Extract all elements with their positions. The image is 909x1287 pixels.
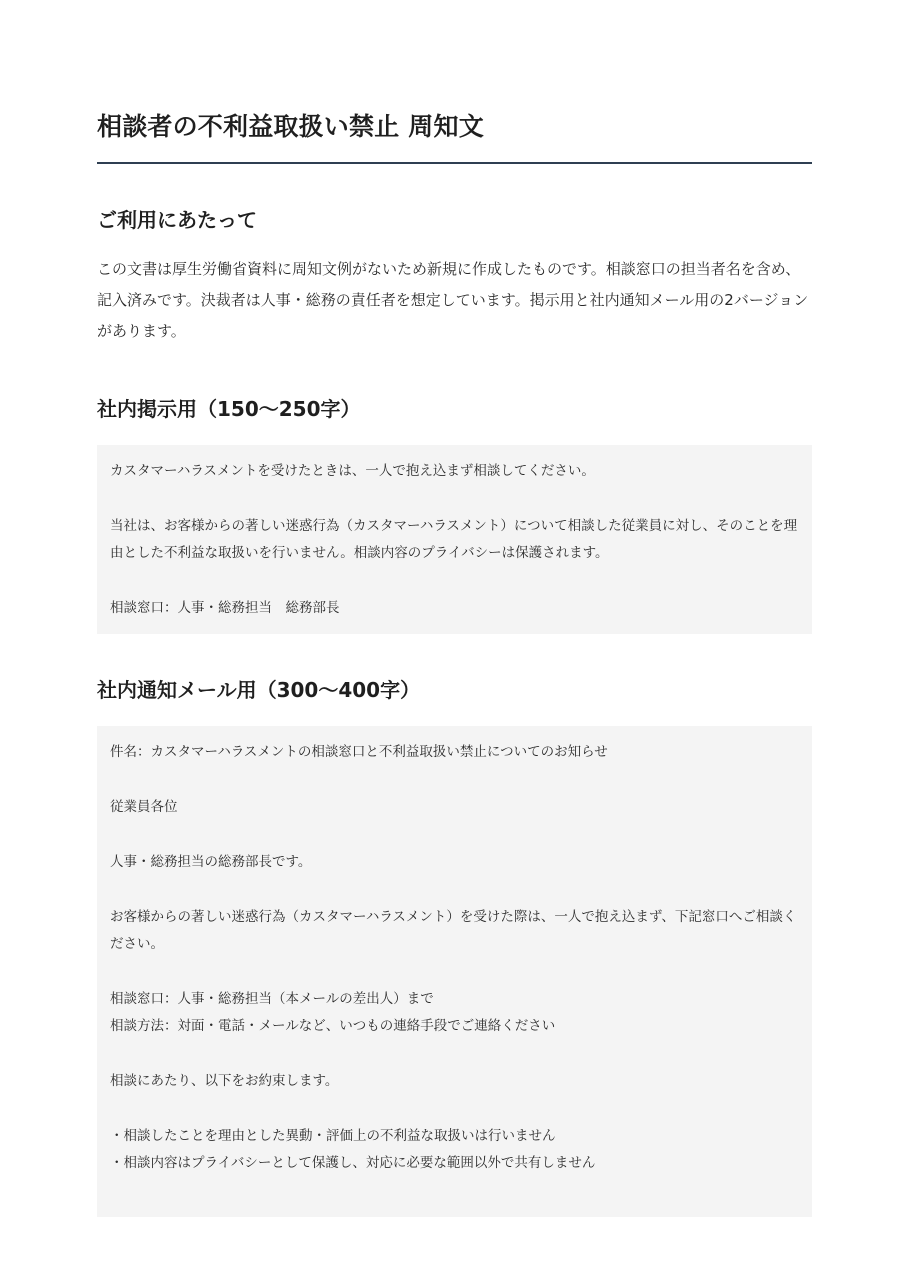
mail-sender-intro: 人事・総務担当の総務部長です。 [110, 854, 312, 870]
mail-salutation: 従業員各位 [110, 799, 178, 815]
mail-contact-method: 相談方法：対面・電話・メールなど、いつもの連絡手段でご連絡ください [110, 1018, 556, 1034]
paragraph-gap [110, 766, 798, 794]
document-title: 相談者の不利益取扱い禁止 周知文 [97, 112, 484, 141]
paragraph-gap [110, 485, 798, 513]
mail-promise-item: ・相談したことを理由とした異動・評価上の不利益な取扱いは行いません [110, 1128, 556, 1144]
paragraph-gap [110, 876, 798, 904]
board-notice-box [97, 445, 812, 634]
mail-contact-window: 相談窓口：人事・総務担当（本メールの差出人）まで [110, 991, 434, 1007]
board-notice-line: 当社は、お客様からの著しい迷惑行為（カスタマーハラスメント）について相談した従業員に対し、そのことを理由とした不利益な取扱いを行いません。相談内容のプライバシーは保護されます。 [110, 518, 798, 561]
mail-notice-heading: 社内通知メール用（300〜400字） [97, 678, 421, 702]
paragraph-gap [110, 1040, 798, 1068]
mail-notice-box [97, 726, 812, 1217]
paragraph-gap [110, 958, 798, 986]
mail-subject: 件名：カスタマーハラスメントの相談窓口と不利益取扱い禁止についてのお知らせ [110, 744, 608, 760]
mail-promise-item: ・相談内容はプライバシーとして保護し、対応に必要な範囲以外で共有しません [110, 1155, 596, 1171]
board-notice-line: カスタマーハラスメントを受けたときは、一人で抱え込まず相談してください。 [110, 463, 595, 479]
title-divider [97, 162, 812, 164]
usage-heading: ご利用にあたって [97, 208, 257, 232]
paragraph-gap [110, 1095, 798, 1123]
paragraph-gap [110, 821, 798, 849]
usage-paragraph: この文書は厚生労働省資料に周知文例がないため新規に作成したものです。相談窓口の担当者名を含め、記入済みです。決裁者は人事・総務の責任者を想定しています。掲示用と社内通知メール用の2バージョンがあります。 [97, 260, 809, 340]
mail-request: お客様からの著しい迷惑行為（カスタマーハラスメント）を受けた際は、一人で抱え込まず、下記窓口へご相談ください。 [110, 909, 797, 952]
paragraph-gap [110, 567, 798, 595]
board-notice-contact: 相談窓口：人事・総務担当 総務部長 [110, 600, 340, 616]
board-notice-heading: 社内掲示用（150〜250字） [97, 397, 361, 421]
mail-promise-intro: 相談にあたり、以下をお約束します。 [110, 1073, 339, 1089]
